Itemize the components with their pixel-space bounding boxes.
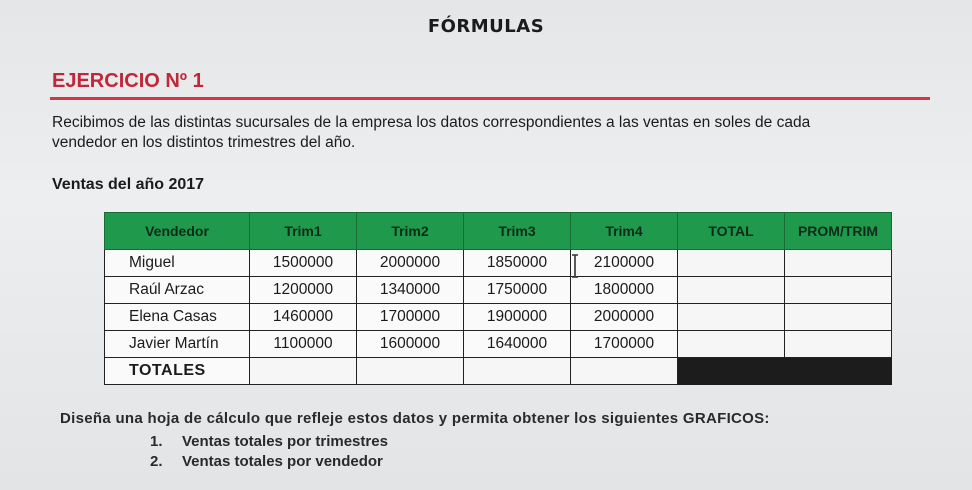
header-trim4[interactable]: Trim4: [571, 213, 678, 250]
intro-line-2: vendedor en los distintos trimestres del año.: [52, 134, 356, 151]
header-vendedor[interactable]: Vendedor: [105, 213, 250, 250]
cell-trim4[interactable]: 2000000: [571, 304, 678, 331]
cell-total[interactable]: [678, 304, 785, 331]
cell-total[interactable]: [678, 277, 785, 304]
table-subtitle: Ventas del año 2017: [52, 176, 205, 193]
list-item: [150, 432, 388, 452]
exercise-heading: EJERCICIO Nº 1: [52, 70, 204, 92]
cell-trim3[interactable]: 1640000: [464, 331, 571, 358]
table-header-row: [105, 213, 892, 250]
intro-line-1: Recibimos de las distintas sucursales de la empresa los datos correspondientes a las ventas en soles de cada: [52, 114, 811, 131]
cell-trim2[interactable]: 1700000: [357, 304, 464, 331]
total-trim3[interactable]: [464, 358, 571, 385]
list-item-number: 2.: [150, 453, 163, 470]
cell-vendedor[interactable]: Elena Casas: [105, 304, 250, 331]
total-total-blocked: [678, 358, 785, 385]
header-trim3[interactable]: Trim3: [464, 213, 571, 250]
cell-total[interactable]: [678, 331, 785, 358]
page-title: FÓRMULAS: [427, 16, 545, 37]
list-item-text: Ventas totales por vendedor: [182, 453, 383, 470]
cell-vendedor[interactable]: Raúl Arzac: [105, 277, 250, 304]
totals-label[interactable]: TOTALES: [105, 358, 250, 385]
table-row: [105, 250, 892, 277]
cell-vendedor[interactable]: Miguel: [105, 250, 250, 277]
cell-trim1[interactable]: 1100000: [250, 331, 357, 358]
list-item: [150, 452, 388, 472]
cell-trim2[interactable]: 2000000: [357, 250, 464, 277]
header-prom-trim[interactable]: PROM/TRIM: [785, 213, 892, 250]
cell-trim1[interactable]: 1460000: [250, 304, 357, 331]
cell-trim2[interactable]: 1600000: [357, 331, 464, 358]
table-row: [105, 277, 892, 304]
list-item-text: Ventas totales por trimestres: [182, 433, 388, 450]
table-row: [105, 331, 892, 358]
total-trim2[interactable]: [357, 358, 464, 385]
text-cursor-icon: [570, 253, 580, 279]
cell-trim3[interactable]: 1850000: [464, 250, 571, 277]
cell-vendedor[interactable]: Javier Martín: [105, 331, 250, 358]
list-item-number: 1.: [150, 433, 163, 450]
table-row: [105, 304, 892, 331]
heading-divider: [50, 97, 930, 100]
cell-trim1[interactable]: 1500000: [250, 250, 357, 277]
cell-trim1[interactable]: 1200000: [250, 277, 357, 304]
cell-prom-trim[interactable]: [785, 250, 892, 277]
cell-trim4[interactable]: 2100000: [571, 250, 678, 277]
cell-trim3[interactable]: 1750000: [464, 277, 571, 304]
total-trim1[interactable]: [250, 358, 357, 385]
total-prom-blocked: [785, 358, 892, 385]
cell-prom-trim[interactable]: [785, 331, 892, 358]
cell-total[interactable]: [678, 250, 785, 277]
cell-trim4[interactable]: 1700000: [571, 331, 678, 358]
cell-trim3[interactable]: 1900000: [464, 304, 571, 331]
cell-prom-trim[interactable]: [785, 277, 892, 304]
totals-row: [105, 358, 892, 385]
intro-paragraph: [52, 113, 932, 153]
header-trim2[interactable]: Trim2: [357, 213, 464, 250]
cell-trim2[interactable]: 1340000: [357, 277, 464, 304]
task-instruction: Diseña una hoja de cálculo que refleje estos datos y permita obtener los siguientes GRAFICOS:: [60, 410, 770, 427]
sales-table: [104, 212, 892, 385]
header-total[interactable]: TOTAL: [678, 213, 785, 250]
header-trim1[interactable]: Trim1: [250, 213, 357, 250]
total-trim4[interactable]: [571, 358, 678, 385]
cell-trim4[interactable]: 1800000: [571, 277, 678, 304]
task-list: [150, 432, 388, 472]
cell-prom-trim[interactable]: [785, 304, 892, 331]
